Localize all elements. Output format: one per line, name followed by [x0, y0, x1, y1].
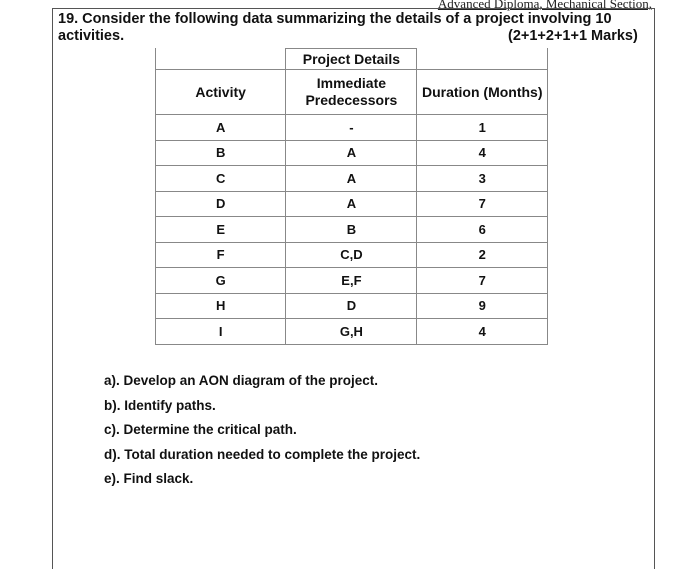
cell-activity: F [156, 242, 286, 268]
table-row [156, 293, 548, 319]
cell-duration: 3 [417, 166, 548, 192]
cell-predecessors: C,D [286, 242, 417, 268]
marks-label: (2+1+2+1+1 Marks) [508, 28, 638, 44]
cell-predecessors: G,H [286, 319, 417, 345]
header-predecessors: Immediate Predecessors [286, 70, 417, 115]
cell-duration: 1 [417, 115, 548, 141]
sub-questions [104, 372, 420, 495]
cell-duration: 4 [417, 319, 548, 345]
section-header: Advanced Diploma, Mechanical Section, [437, 0, 652, 11]
header-duration: Duration (Months) [417, 70, 548, 115]
question-part-a: a). Develop an AON diagram of the project. [104, 373, 379, 388]
table-title: Project Details [286, 49, 417, 70]
table-corner-cell [156, 49, 286, 70]
table-row [156, 166, 548, 192]
table-corner-cell [417, 49, 548, 70]
table-row [156, 268, 548, 294]
cell-predecessors: - [286, 115, 417, 141]
cell-predecessors: B [286, 217, 417, 243]
table-row [156, 115, 548, 141]
cell-activity: B [156, 140, 286, 166]
cell-activity: H [156, 293, 286, 319]
cell-activity: E [156, 217, 286, 243]
cell-duration: 9 [417, 293, 548, 319]
question-part-e: e). Find slack. [104, 471, 194, 486]
table-row [156, 319, 548, 345]
cell-duration: 7 [417, 191, 548, 217]
table-row [156, 242, 548, 268]
cell-activity: A [156, 115, 286, 141]
cell-duration: 7 [417, 268, 548, 294]
cell-activity: C [156, 166, 286, 192]
question-part-b: b). Identify paths. [104, 397, 216, 413]
table-row [156, 140, 548, 166]
cell-predecessors: A [286, 166, 417, 192]
cell-predecessors: A [286, 140, 417, 166]
cell-activity: D [156, 191, 286, 217]
cell-duration: 6 [417, 217, 548, 243]
question-part-d: d). Total duration needed to complete the project. [104, 446, 421, 462]
cell-predecessors: E,F [286, 268, 417, 294]
cell-activity: G [156, 268, 286, 294]
question-text: 19. Consider the following data summarizing the details of a project involving 10 activities. [58, 11, 612, 44]
cell-activity: I [156, 319, 286, 345]
header-activity: Activity [156, 70, 286, 115]
cell-predecessors: A [286, 191, 417, 217]
question-part-c: c). Determine the critical path. [104, 422, 297, 437]
table-row [156, 217, 548, 243]
project-details-table [155, 48, 548, 345]
table-row [156, 191, 548, 217]
cell-duration: 2 [417, 242, 548, 268]
cell-predecessors: D [286, 293, 417, 319]
cell-duration: 4 [417, 140, 548, 166]
